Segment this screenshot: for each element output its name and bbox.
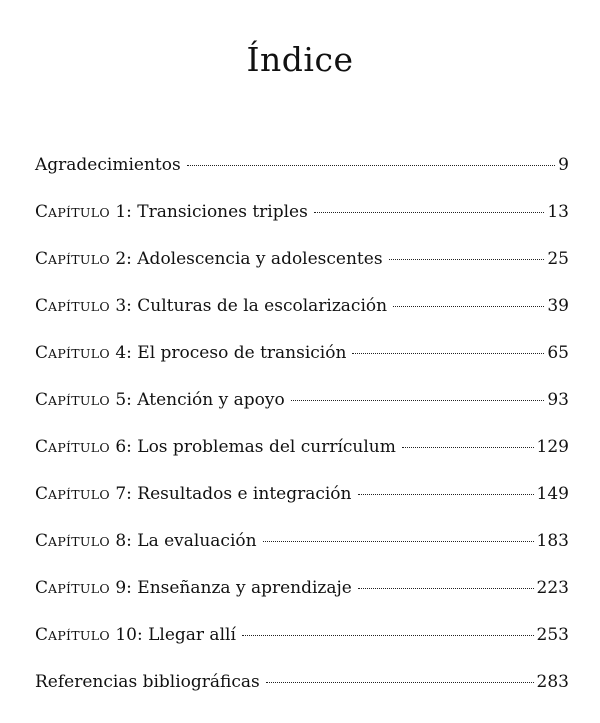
dot-leader [263,541,534,542]
toc-entry-title: Agradecimientos [35,155,181,175]
toc-page-number: 223 [536,578,569,598]
toc-entry-heading [35,296,387,316]
toc-page-number: 183 [536,531,569,551]
toc-entry-heading [35,625,236,645]
chapter-prefix-smallcaps: APÍTULO [48,252,110,267]
chapter-prefix-smallcaps: APÍTULO [48,299,110,314]
chapter-prefix-smallcaps: APÍTULO [48,581,110,596]
toc-entry-chapter-6[interactable] [35,437,569,484]
toc-entry-chapter-10[interactable] [35,625,569,672]
toc-entry-heading [35,437,396,457]
toc-entry-chapter-7[interactable] [35,484,569,531]
chapter-prefix-smallcaps: APÍTULO [48,393,110,408]
chapter-prefix-smallcaps: APÍTULO [48,534,110,549]
toc-entry-chapter-3[interactable] [35,296,569,343]
dot-leader [242,635,534,636]
toc-entry-references[interactable] [35,672,569,719]
dot-leader [358,494,534,495]
toc-entry-title: La evaluación [137,531,257,551]
chapter-prefix-initial: C [35,578,49,598]
chapter-prefix-initial: C [35,531,49,551]
toc-page-number: 65 [547,343,569,363]
dot-leader [358,588,534,589]
toc-entry-title: Los problemas del currículum [137,437,396,457]
chapter-number: 2: [109,249,132,269]
chapter-number: 6: [109,437,132,457]
toc-entry-chapter-8[interactable] [35,531,569,578]
toc-entry-title: Enseñanza y aprendizaje [137,578,352,598]
chapter-number: 4: [109,343,132,363]
chapter-prefix-smallcaps: APÍTULO [48,440,110,455]
toc-page-number: 13 [547,202,569,222]
page-title: Índice [246,40,354,79]
toc-entry-title: Llegar allí [148,625,236,645]
toc-page-number: 93 [547,390,569,410]
toc-entry-heading [35,484,352,504]
toc-entry-heading [35,202,308,222]
toc-entry-chapter-2[interactable] [35,249,569,296]
chapter-prefix-initial: C [35,484,49,504]
toc-entry-title: Transiciones triples [137,202,308,222]
toc-entry-chapter-9[interactable] [35,578,569,625]
chapter-prefix-smallcaps: APÍTULO [48,487,110,502]
dot-leader [393,306,544,307]
table-of-contents [35,155,569,719]
toc-entry-chapter-4[interactable] [35,343,569,390]
chapter-number: 8: [109,531,132,551]
toc-page-number: 149 [536,484,569,504]
toc-entry-heading [35,390,285,410]
chapter-prefix-initial: C [35,296,49,316]
toc-page-number: 283 [536,672,569,692]
toc-entry-heading [35,249,383,269]
toc-entry-chapter-1[interactable] [35,202,569,249]
dot-leader [291,400,545,401]
toc-entry-heading [35,531,257,551]
toc-entry-title: Atención y apoyo [137,390,285,410]
dot-leader [266,682,534,683]
chapter-prefix-smallcaps: APÍTULO [48,628,110,643]
chapter-number: 10: [109,625,143,645]
toc-page-number: 25 [547,249,569,269]
toc-entry-heading [35,343,346,363]
chapter-prefix-initial: C [35,202,49,222]
toc-entry-title: El proceso de transición [137,343,347,363]
toc-page-number: 9 [558,155,569,175]
toc-entry-title: Referencias bibliográficas [35,672,260,692]
toc-entry-heading [35,578,352,598]
toc-page-number: 39 [547,296,569,316]
chapter-number: 3: [109,296,132,316]
chapter-number: 7: [109,484,132,504]
chapter-prefix-initial: C [35,437,49,457]
dot-leader [314,212,545,213]
chapter-prefix-initial: C [35,343,49,363]
toc-entry-acknowledgements[interactable] [35,155,569,202]
dot-leader [402,447,534,448]
chapter-prefix-initial: C [35,625,49,645]
chapter-prefix-initial: C [35,249,49,269]
dot-leader [389,259,545,260]
toc-entry-chapter-5[interactable] [35,390,569,437]
toc-page-number: 253 [536,625,569,645]
chapter-number: 5: [109,390,132,410]
toc-entry-title: Culturas de la escolarización [137,296,388,316]
chapter-prefix-smallcaps: APÍTULO [48,205,110,220]
chapter-prefix-smallcaps: APÍTULO [48,346,110,361]
toc-entry-title: Adolescencia y adolescentes [137,249,383,269]
chapter-number: 1: [109,202,132,222]
toc-page-number: 129 [536,437,569,457]
chapter-number: 9: [109,578,132,598]
toc-entry-title: Resultados e integración [137,484,352,504]
dot-leader [352,353,544,354]
chapter-prefix-initial: C [35,390,49,410]
dot-leader [187,165,555,166]
